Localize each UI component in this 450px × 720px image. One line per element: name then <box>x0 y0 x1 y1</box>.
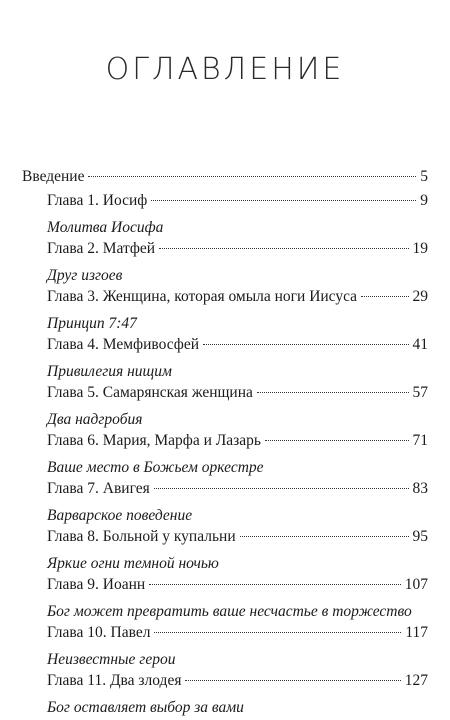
dot-leader <box>159 248 408 249</box>
toc-entry-label: Введение <box>22 168 85 185</box>
toc-entry-subtitle: Два надгробия <box>47 411 143 428</box>
dot-leader <box>257 392 409 393</box>
toc-entry-label: Глава 6. Мария, Марфа и Лазарь <box>47 432 261 449</box>
toc-entry-subtitle: Ваше место в Божьем оркестре <box>47 459 264 476</box>
toc-entry-label: Глава 5. Самарянская женщина <box>47 384 253 401</box>
toc-entry-chapter-10 <box>22 624 428 648</box>
toc-entry-chapter-5 <box>22 384 428 408</box>
toc-entry-label: Глава 10. Павел <box>47 624 151 641</box>
toc-entry-chapter-4 <box>22 336 428 360</box>
dot-leader <box>154 632 401 633</box>
dot-leader <box>361 296 408 297</box>
toc-page-number: 41 <box>412 336 428 353</box>
toc-page-number: 29 <box>412 288 428 305</box>
toc-entry-subtitle: Молитва Иосифа <box>47 219 164 236</box>
toc-entry-chapter-2 <box>22 240 428 264</box>
toc-entry-chapter-8 <box>22 528 428 552</box>
toc-entry-label: Глава 1. Иосиф <box>47 192 148 209</box>
table-of-contents <box>22 168 428 720</box>
toc-page-number: 117 <box>405 624 428 641</box>
dot-leader <box>149 584 401 585</box>
toc-entry-label: Глава 3. Женщина, которая омыла ноги Иисуса <box>47 288 358 305</box>
toc-entry-label: Глава 7. Авигея <box>47 480 150 497</box>
toc-entry-subtitle: Яркие огни темной ночью <box>47 555 219 572</box>
page-title: ОГЛАВЛЕНИЕ <box>105 52 345 87</box>
toc-entry-subtitle: Друг изгоев <box>47 267 123 284</box>
toc-entry-subtitle: Принцип 7:47 <box>47 315 137 332</box>
toc-entry-intro <box>22 168 428 192</box>
toc-entry-chapter-6 <box>22 432 428 456</box>
dot-leader <box>185 680 400 681</box>
toc-entry-label: Глава 2. Матфей <box>47 240 156 257</box>
toc-entry-chapter-11 <box>22 672 428 696</box>
toc-page-number: 71 <box>412 432 428 449</box>
toc-entry-subtitle: Бог может превратить ваше несчастье в торжество <box>47 603 412 620</box>
dot-leader <box>151 200 416 201</box>
toc-entry-subtitle: Бог оставляет выбор за вами <box>47 699 244 716</box>
toc-page-number: 95 <box>412 528 428 545</box>
toc-entry-subtitle: Варварское поведение <box>47 507 193 524</box>
dot-leader <box>265 440 409 441</box>
dot-leader <box>203 344 408 345</box>
toc-entry-label: Глава 9. Иоанн <box>47 576 146 593</box>
toc-entry-chapter-9 <box>22 576 428 600</box>
toc-page-number: 5 <box>420 168 428 185</box>
toc-page-number: 9 <box>420 192 428 209</box>
toc-page-number: 127 <box>404 672 428 689</box>
toc-page-number: 83 <box>412 480 428 497</box>
toc-page-number: 57 <box>412 384 428 401</box>
toc-entry-subtitle: Неизвестные герои <box>47 651 176 668</box>
toc-entry-chapter-7 <box>22 480 428 504</box>
toc-entry-label: Глава 11. Два злодея <box>47 672 182 689</box>
dot-leader <box>154 488 409 489</box>
dot-leader <box>240 536 409 537</box>
dot-leader <box>88 176 416 177</box>
toc-entry-label: Глава 8. Больной у купальни <box>47 528 236 545</box>
toc-entry-chapter-1 <box>22 192 428 216</box>
toc-page-number: 19 <box>412 240 428 257</box>
toc-entry-label: Глава 4. Мемфивосфей <box>47 336 200 353</box>
toc-page-number: 107 <box>404 576 428 593</box>
toc-entry-subtitle: Привилегия нищим <box>47 363 172 380</box>
toc-entry-chapter-3 <box>22 288 428 312</box>
